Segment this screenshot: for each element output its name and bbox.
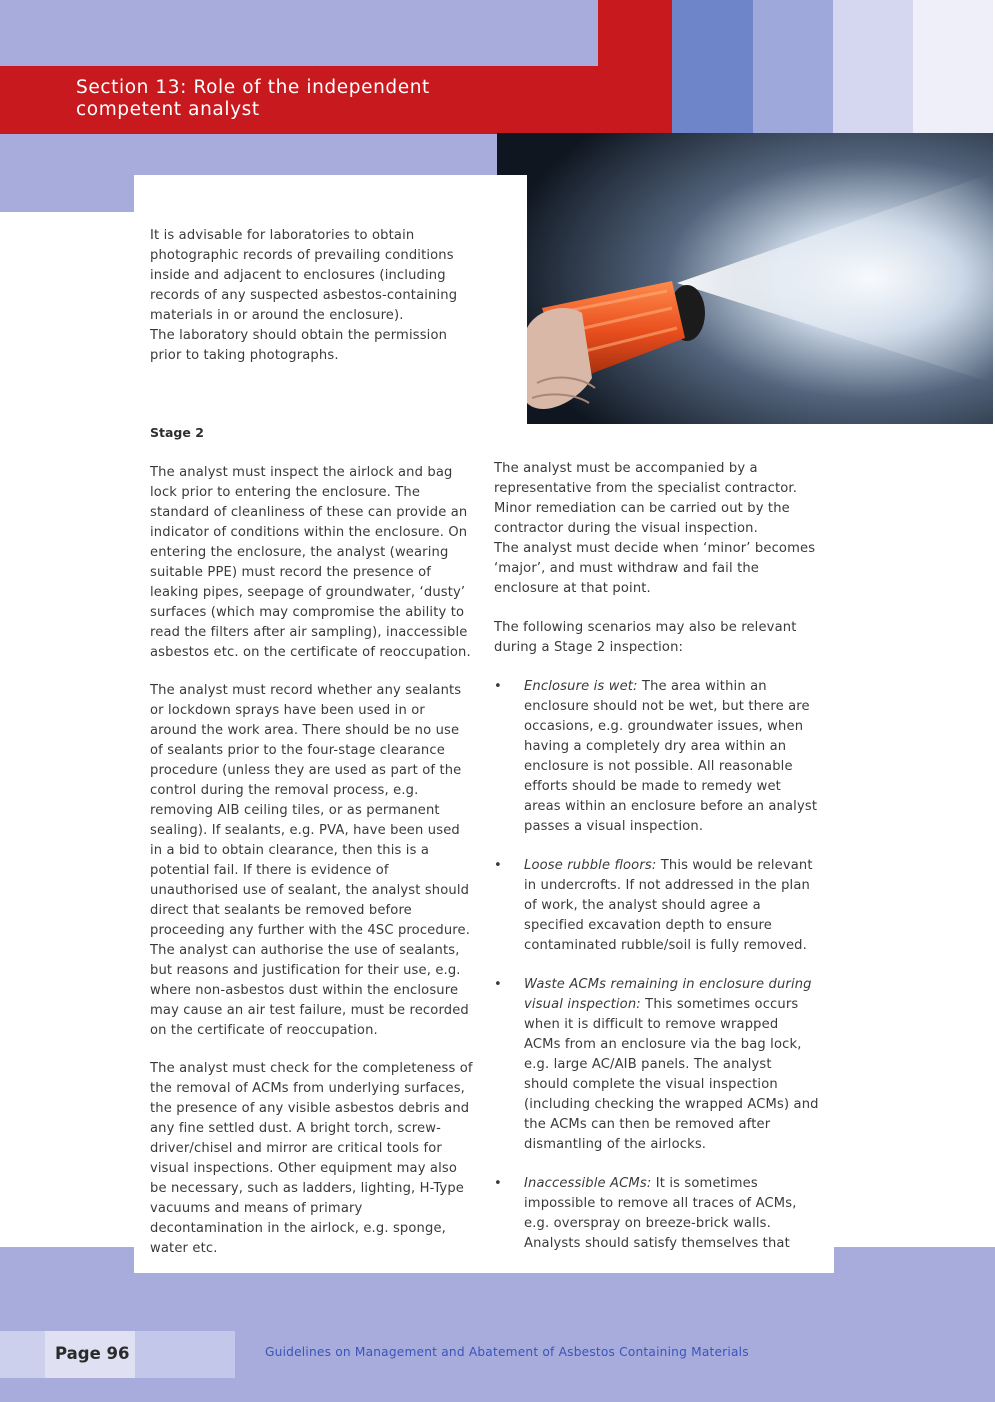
section-title-line: competent analyst xyxy=(76,99,260,120)
list-item-label: Enclosure is wet: xyxy=(524,679,638,694)
header-color-block xyxy=(913,0,993,133)
header-color-block xyxy=(833,0,913,133)
left-column xyxy=(150,463,475,1259)
footer-block xyxy=(135,1331,235,1378)
stage-heading: Stage 2 xyxy=(150,425,204,440)
paragraph: The analyst must inspect the airlock and bag lock prior to entering the enclosure. The standard of cleanliness of these can provide an indicator of conditions within the enclosure. On entering the enclosure, the analyst (wearing suitable PPE) must record the presence of leaking pipes, seepage of groundwater, ‘dusty’ surfaces (which may compromise the ability to read the filters after air sampling), inaccessible asbestos etc. on the certificate of reoccupation. xyxy=(150,465,471,660)
paragraph: The laboratory should obtain the permission prior to taking photographs. xyxy=(150,328,448,363)
bullet-icon: • xyxy=(494,977,502,992)
list-item-label: Loose rubble floors: xyxy=(524,858,657,873)
document-title: Guidelines on Management and Abatement of Asbestos Containing Materials xyxy=(265,1345,749,1359)
list-item-text: The area within an enclosure should not be wet, but there are occasions, e.g. groundwater issues, when having a completely dry area within an enclosure is not possible. All reasonable efforts should be made to remedy wet areas within an enclosure before an analyst passes a visual inspection. xyxy=(524,679,818,834)
header-red-block xyxy=(598,0,672,66)
header-color-block xyxy=(672,0,753,133)
list-item-text: This would be relevant in undercrofts. If not addressed in the plan of work, the analyst should agree a specified excavation depth to ensure contaminated rubble/soil is fully removed. xyxy=(524,858,813,953)
list-item xyxy=(494,1174,819,1254)
paragraph: It is advisable for laboratories to obtain photographic records of prevailing conditions inside and adjacent to enclosures (including records of any suspected asbestos-containing materials in or around the enclosure). xyxy=(150,228,458,323)
torch-photo-icon xyxy=(497,133,993,424)
page-number: Page 96 xyxy=(55,1344,130,1363)
header-band xyxy=(0,0,598,66)
bullet-icon: • xyxy=(494,858,502,873)
bullet-icon: • xyxy=(494,1176,502,1191)
list-item xyxy=(494,975,819,1155)
paragraph: The analyst must decide when ‘minor’ becomes ‘major’, and must withdraw and fail the enclosure at that point. xyxy=(494,541,816,596)
paragraph: The following scenarios may also be relevant during a Stage 2 inspection: xyxy=(494,620,797,655)
list-item-label: Waste ACMs remaining in enclosure during visual inspection: xyxy=(524,977,812,1012)
scenario-list xyxy=(494,677,819,1254)
footer-block xyxy=(0,1331,45,1378)
intro-text xyxy=(150,226,470,366)
paragraph: The analyst must record whether any sealants or lockdown sprays have been used in or around the work area. There should be no use of sealants prior to the four-stage clearance procedure (unless they are used as part of the control during the removal process, e.g. removing AIB ceiling tiles, or as permanent sealing). If sealants, e.g. PVA, have been used in a bid to obtain clearance, then this is a potential fail. If there is evidence of unauthorised use of sealant, the analyst should direct that sealants be removed before proceeding any further with the 4SC procedure. The analyst can authorise the use of sealants, but reasons and justification for their use, e.g. where non-asbestos dust within the enclosure may cause an air test failure, must be recorded on the certificate of reoccupation. xyxy=(150,683,471,1038)
paragraph: The analyst must be accompanied by a representative from the specialist contractor. Minor remediation can be carried out by the contractor during the visual inspection. xyxy=(494,461,798,536)
header-color-block xyxy=(753,0,833,133)
bullet-icon: • xyxy=(494,679,502,694)
section-title xyxy=(76,77,596,121)
list-item-text: This sometimes occurs when it is difficult to remove wrapped ACMs from an enclosure via the bag lock, e.g. large AC/AIB panels. The analyst should complete the visual inspection (including checking the wrapped ACMs) and the ACMs can then be removed after dismantling of the airlocks. xyxy=(524,997,819,1152)
list-item-label: Inaccessible ACMs: xyxy=(524,1176,652,1191)
list-item xyxy=(494,677,819,837)
paragraph: The analyst must check for the completeness of the removal of ACMs from underlying surfaces, the presence of any visible asbestos debris and any fine settled dust. A bright torch, screw-driver/chisel and mirror are critical tools for visual inspections. Other equipment may also be necessary, such as ladders, lighting, H-Type vacuums and means of primary decontamination in the airlock, e.g. sponge, water etc. xyxy=(150,1061,473,1256)
torch-photo xyxy=(497,133,993,424)
list-item xyxy=(494,856,819,956)
right-column xyxy=(494,459,819,1254)
section-title-line: Section 13: Role of the independent xyxy=(76,77,430,98)
list-item-text: It is sometimes impossible to remove all traces of ACMs, e.g. overspray on breeze-brick walls. Analysts should satisfy themselves that xyxy=(524,1176,797,1251)
